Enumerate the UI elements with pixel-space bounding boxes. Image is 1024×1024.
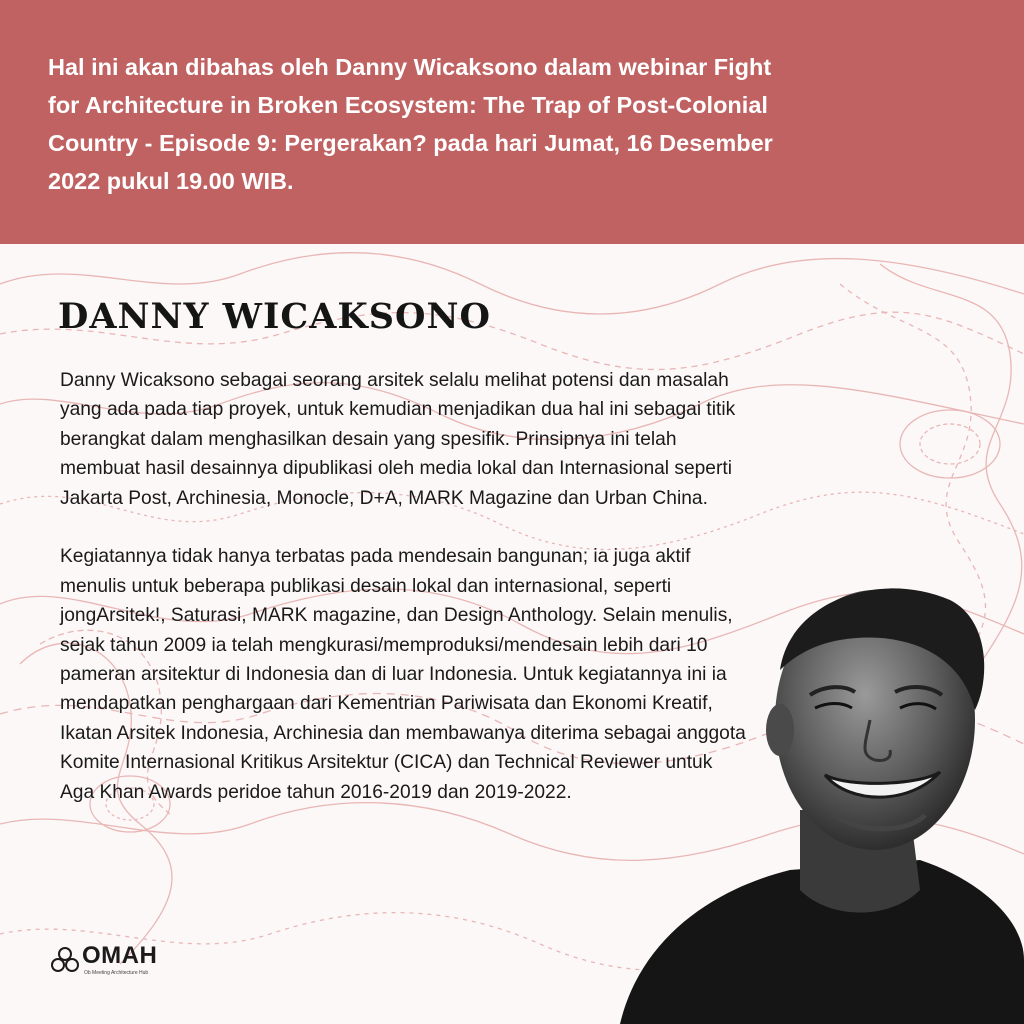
bio-paragraph: Danny Wicaksono sebagai seorang arsitek selalu melihat potensi dan masalah yang ada pada tiap proyek, untuk kemudian menjadikan dua hal ini sebagai titik berangkat dalam menghasilkan desain yang spesifik. Prinsipnya ini telah membuat hasil desainnya dipublikasi oleh media lokal dan Internasional seperti Jakarta Post, Archinesia, Monocle, D+A, MARK Magazine dan Urban China.: [60, 370, 736, 509]
omah-logo: [50, 942, 190, 978]
announcement-text: Hal ini akan dibahas oleh Danny Wicaksono dalam webinar Fight for Architecture in Broken Ecosystem: The Trap of Post-Colonial Country - Episode 9: Pergerakan? pada hari Jumat, 16 Desember 2022 pukul 19.00 WIB.: [48, 54, 773, 194]
speaker-name: DANNY WICAKSONO: [58, 296, 492, 337]
logo-tagline: Ob Meeting Architecture Hub: [84, 970, 149, 976]
bio-paragraph: Kegiatannya tidak hanya terbatas pada mendesain bangunan; ia juga aktif menulis untuk beberapa publikasi desain lokal dan internasional, seperti jongArsitek!, Saturasi, MARK magazine, dan Design Anthology. Selain menulis, sejak tahun 2009 ia telah mengkurasi/memproduksi/mendesain lebih dari 10 pameran arsitektur di Indonesia dan di luar Indonesia. Untuk kegiatannya ini ia mendapatkan penghargaan dari Kementrian Pariwisata dan Ekonomi Kreatif, Ikatan Arsitek Indonesia, Archinesia dan membawanya diterima sebagai anggota Komite Internasional Kritikus Arsitektur (CICA) dan Technical Reviewer untuk Aga Khan Awards peridoe tahun 2016-2019 dan 2019-2022.: [60, 546, 746, 803]
speaker-portrait: [620, 560, 1024, 1024]
three-circles-icon: [50, 946, 80, 974]
logo-wordmark: OMAH: [82, 942, 158, 969]
header-banner: [0, 0, 1024, 244]
